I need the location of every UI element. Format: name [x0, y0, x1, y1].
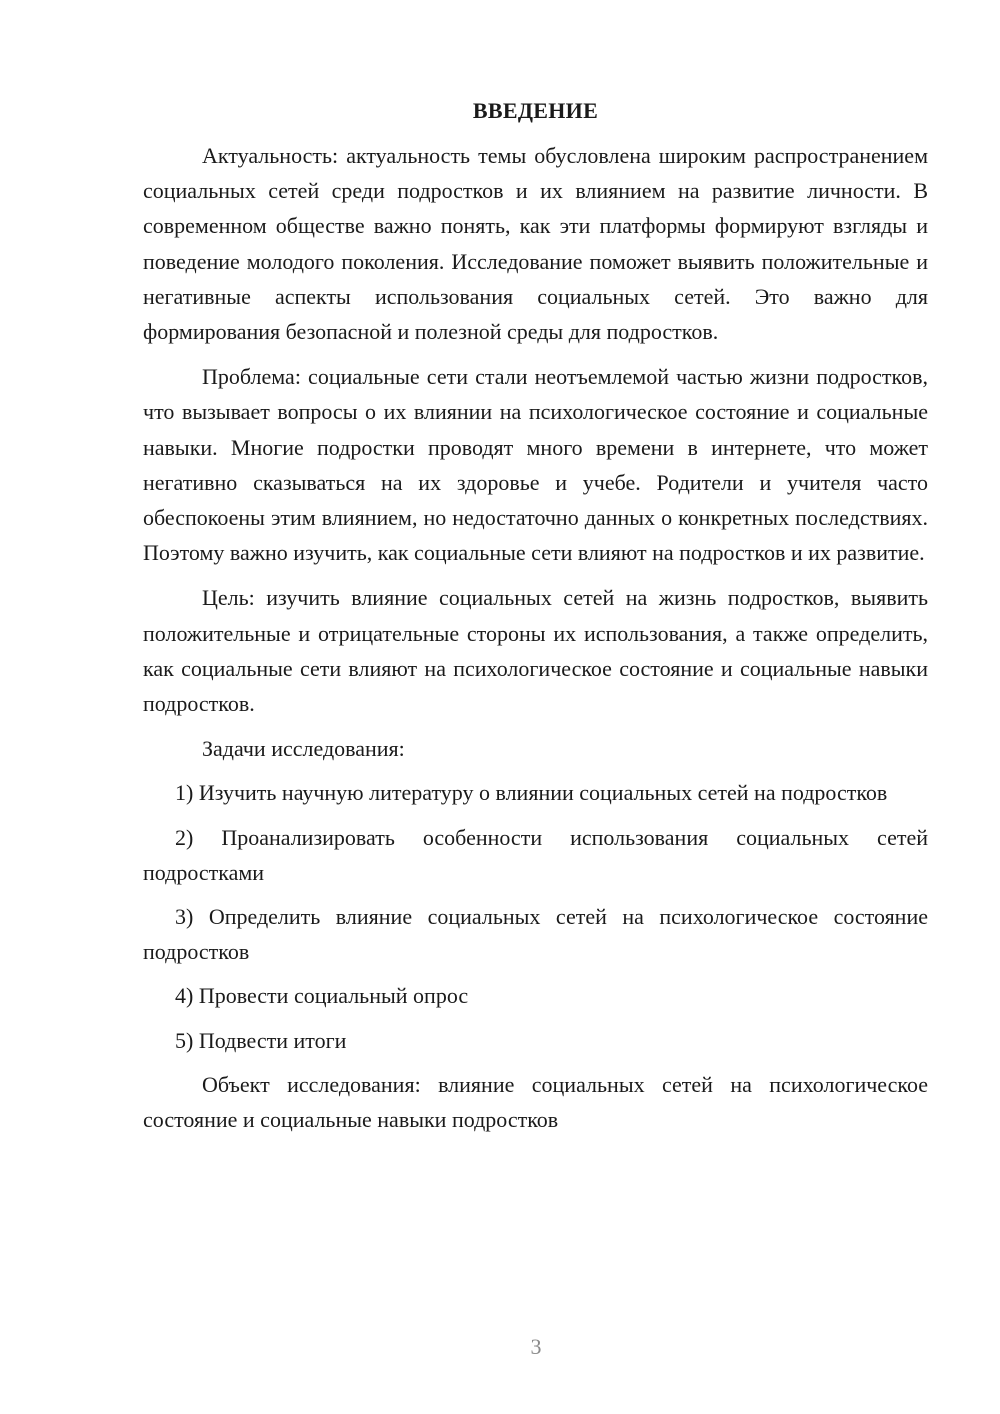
object-paragraph: Объект исследования: влияние социальных сетей на психологическое состояние и социальные навыки подростков [143, 1071, 928, 1133]
page-title: ВВЕДЕНИЕ [472, 98, 599, 123]
relevance-paragraph: Актуальность: актуальность темы обусловлена широким распространением социальных сетей среди подростков и их влиянием на развитие личности. В современном обществе важно понять, как эти платформы формируют взгляды и поведение молодого поколения. Исследование поможет выявить положительные и негативные аспекты использования социальных сетей. Это важно для формирования безопасной и полезной среды для подростков. [143, 143, 928, 345]
task-item-3: 3) Определить влияние социальных сетей на психологическое состояние подростков [143, 904, 928, 965]
tasks-heading: Задачи исследования: [202, 736, 405, 762]
page-content [143, 94, 928, 1137]
task-item-2: 2) Проанализировать особенности использования социальных сетей подростками [143, 824, 928, 885]
goal-paragraph: Цель: изучить влияние социальных сетей на жизнь подростков, выявить положительные и отрицательные стороны их использования, а также определить, как социальные сети влияют на психологическое состояние и социальные навыки подростков. [143, 585, 928, 717]
page-number: 3 [530, 1334, 542, 1359]
task-item-1: 1) Изучить научную литературу о влиянии социальных сетей на подростков [175, 780, 888, 806]
problem-paragraph: Проблема: социальные сети стали неотъемлемой частью жизни подростков, что вызывает вопросы о их влиянии на психологическое состояние и социальные навыки. Многие подростки проводят много времени в интернете, что может негативно сказываться на их здоровье и учебе. Родители и учителя часто обеспокоены этим влиянием, но недостаточно данных о конкретных последствиях. Поэтому важно изучить, как социальные сети влияют на подростков и их развитие. [143, 364, 928, 566]
task-item-4: 4) Провести социальный опрос [175, 983, 469, 1009]
task-item-5: 5) Подвести итоги [175, 1027, 347, 1053]
